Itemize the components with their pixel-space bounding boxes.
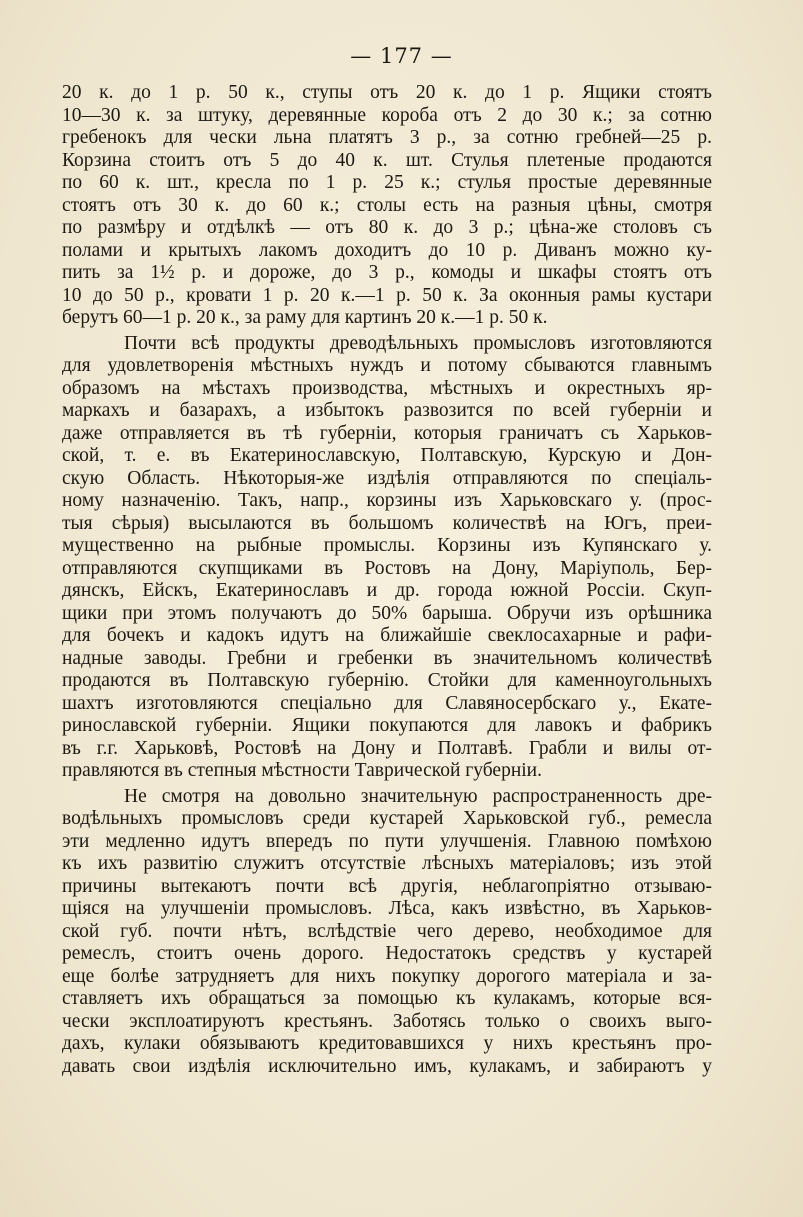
text-line: берутъ 60—1 р. 20 к., за раму для картинъ 20 к.—1 р. 50 к. bbox=[62, 307, 548, 328]
text-line: Почти всѣ продукты древодѣльныхъ промысловъ изготовляются bbox=[124, 332, 712, 354]
text-line: правляются въ степныя мѣстности Таврической губерніи. bbox=[62, 760, 542, 781]
text-line: 20 к. до 1 р. 50 к., ступы отъ 20 к. до 1 р. Ящики стоятъ bbox=[62, 82, 712, 103]
text-line: ской, т. е. въ Екатеринославскую, Полтавскую, Курскую и Дон- bbox=[62, 445, 712, 466]
text-line: щики при этомъ получаютъ до 50% барыша. Обручи изъ орѣшника bbox=[62, 602, 712, 624]
text-line: Корзина стоитъ отъ 5 до 40 к. шт. Стулья плетеные продаются bbox=[62, 149, 712, 171]
text-line: Не смотря на довольно значительную распространенность дре- bbox=[124, 785, 712, 807]
text-line: въ г.г. Харьковѣ, Ростовѣ на Дону и Полтавѣ. Грабли и вилы от- bbox=[62, 737, 712, 759]
text-line: дахъ, кулаки обязываютъ кредитовавшихся у нихъ крестьянъ про- bbox=[62, 1033, 712, 1054]
text-line: ской губ. почти нѣтъ, вслѣдствіе чего дерево, необходимое для bbox=[62, 920, 712, 942]
text-line: маркахъ и базарахъ, а избытокъ развозится по всей губерніи и bbox=[62, 400, 712, 421]
text-line: стоятъ отъ 30 к. до 60 к.; столы есть на разныя цѣны, смотря bbox=[62, 194, 712, 216]
text-line: чески эксплоатируютъ крестьянъ. Заботясь только о своихъ выго- bbox=[62, 1010, 712, 1032]
text-line: шахтъ изготовляются спеціально для Славяносербскаго у., Екате- bbox=[62, 692, 712, 714]
text-line: давать свои издѣлія исключительно имъ, кулакамъ, и забираютъ у bbox=[62, 1055, 712, 1077]
paragraph bbox=[62, 333, 712, 783]
text-line: для удовлетворенія мѣстныхъ нуждъ и потому сбываются главнымъ bbox=[62, 355, 712, 376]
text-line: къ ихъ развитію служитъ отсутствіе лѣсныхъ матеріаловъ; изъ этой bbox=[62, 853, 712, 874]
text-line: ному назначенію. Такъ, напр., корзины изъ Харьковскаго у. (прос- bbox=[62, 490, 712, 511]
text-line: гребенокъ для чески льна платятъ 3 р., за сотню гребней—25 р. bbox=[62, 127, 712, 148]
text-line: для бочекъ и кадокъ идутъ на ближайшіе свеклосахарные и рафи- bbox=[62, 625, 712, 646]
paragraph bbox=[62, 786, 712, 1079]
text-line: водѣльныхъ промысловъ среди кустарей Харьковской губ., ремесла bbox=[62, 808, 712, 829]
text-line: ринославской губерніи. Ящики покупаются для лавокъ и фабрикъ bbox=[62, 715, 712, 736]
paragraph bbox=[62, 82, 712, 330]
text-line: продаются въ Полтавскую губернію. Стойки для каменноугольныхъ bbox=[62, 670, 712, 691]
text-line: 10—30 к. за штуку, деревянные короба отъ 2 до 30 к.; за сотню bbox=[62, 104, 712, 126]
text-line: ремеслъ, стоитъ очень дорого. Недостатокъ средствъ у кустарей bbox=[62, 943, 712, 964]
text-line: надные заводы. Гребни и гребенки въ значительномъ количествѣ bbox=[62, 647, 712, 669]
text-line: тыя сѣрыя) высылаются въ большомъ количествѣ на Югъ, преи- bbox=[62, 512, 712, 534]
text-line: причины вытекаютъ почти всѣ другія, неблагопріятно отзываю- bbox=[62, 875, 712, 897]
text-line: мущественно на рыбные промыслы. Корзины изъ Купянскаго у. bbox=[62, 535, 712, 556]
body-text bbox=[62, 82, 712, 1078]
text-line: пить за 1½ р. и дороже, до 3 р., комоды и шкафы стоятъ отъ bbox=[62, 262, 712, 283]
text-line: образомъ на мѣстахъ производства, мѣстныхъ и окрестныхъ яр- bbox=[62, 377, 712, 399]
text-line: по 60 к. шт., кресла по 1 р. 25 к.; стулья простые деревянные bbox=[62, 172, 712, 193]
text-line: по размѣру и отдѣлкѣ — отъ 80 к. до 3 р.; цѣна-же столовъ съ bbox=[62, 217, 712, 238]
text-line: еще болѣе затрудняетъ для нихъ покупку дорогого матеріала и за- bbox=[62, 965, 712, 987]
text-line: даже отправляется въ тѣ губерніи, которыя граничатъ съ Харьков- bbox=[62, 422, 712, 444]
page-number: — 177 — bbox=[350, 44, 453, 68]
text-line: ставляетъ ихъ обращаться за помощью къ кулакамъ, которые вся- bbox=[62, 988, 712, 1009]
text-line: отправляются скупщиками въ Ростовъ на Дону, Маріуполь, Бер- bbox=[62, 557, 712, 579]
text-line: дянскъ, Ейскъ, Екатеринославъ и др. города южной Россіи. Скуп- bbox=[62, 580, 712, 601]
text-line: полами и крытыхъ лакомъ доходитъ до 10 р. Диванъ можно ку- bbox=[62, 239, 712, 261]
text-line: эти медленно идутъ впередъ по пути улучшенія. Главною помѣхою bbox=[62, 830, 712, 852]
text-line: 10 до 50 р., кровати 1 р. 20 к.—1 р. 50 к. За оконныя рамы кустари bbox=[62, 284, 712, 306]
text-line: скую Область. Нѣкоторыя-же издѣлія отправляются по спеціаль- bbox=[62, 467, 712, 489]
text-line: щіяся на улучшеніи промысловъ. Лѣса, какъ извѣстно, въ Харьков- bbox=[62, 898, 712, 919]
